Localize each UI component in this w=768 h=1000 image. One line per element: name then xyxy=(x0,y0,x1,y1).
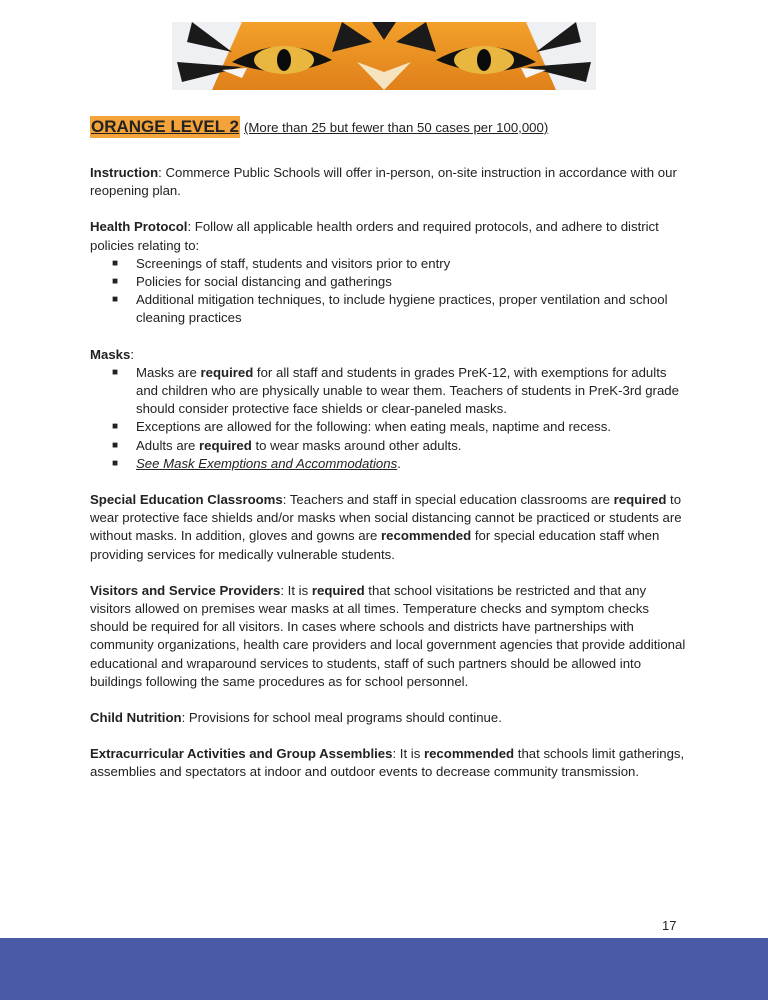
page-number: 17 xyxy=(662,918,677,933)
mask-item-1-emphasis: required xyxy=(200,364,254,380)
masks-list xyxy=(90,364,690,473)
child-nutrition-paragraph xyxy=(90,709,690,727)
list-item-text: Policies for social distancing and gatherings xyxy=(136,274,392,290)
level-badge: ORANGE LEVEL 2 xyxy=(91,117,239,136)
list-item xyxy=(112,455,690,473)
mask-exemptions-link[interactable]: See Mask Exemptions and Accommodations xyxy=(136,455,398,471)
special-education-emphasis-2: recommended xyxy=(381,528,472,544)
special-education-paragraph xyxy=(90,491,690,564)
instruction-text: : Commerce Public Schools will offer in-person, on-site instruction in accordance with our reopening plan. xyxy=(90,165,677,199)
extracurricular-section xyxy=(90,745,690,781)
list-item-text: Additional mitigation techniques, to include hygiene practices, proper ventilation and school cleaning practices xyxy=(136,292,668,326)
instruction-label: Instruction xyxy=(90,165,159,180)
child-nutrition-section xyxy=(90,709,690,727)
bullet-icon: ■ xyxy=(112,421,119,433)
bullet-icon: ■ xyxy=(112,439,119,451)
bullet-icon: ■ xyxy=(112,457,119,469)
mask-item-3-rest: to wear masks around other adults. xyxy=(251,437,462,453)
bullet-icon: ■ xyxy=(112,276,119,288)
special-education-emphasis-1: required xyxy=(613,492,667,508)
level-heading xyxy=(90,116,690,138)
footer-band xyxy=(0,938,768,1000)
instruction-paragraph xyxy=(90,164,690,200)
visitors-paragraph xyxy=(90,582,690,691)
document-body xyxy=(90,116,690,800)
extracurricular-text-1: : It is xyxy=(392,746,424,762)
masks-section xyxy=(90,346,690,473)
list-item xyxy=(112,418,690,436)
special-education-text-2: to wear protective face shields and/or masks when social distancing cannot be practiced or students are without masks. In addition, gloves and gowns are xyxy=(90,492,682,544)
child-nutrition-text: : Provisions for school meal programs should continue. xyxy=(181,710,502,726)
visitors-label: Visitors and Service Providers xyxy=(90,582,281,598)
visitors-section xyxy=(90,582,690,691)
level-case-range: (More than 25 but fewer than 50 cases per 100,000) xyxy=(244,120,549,135)
bullet-icon: ■ xyxy=(112,366,119,378)
masks-colon: : xyxy=(130,346,134,362)
health-protocol-text: : Follow all applicable health orders and required protocols, and adhere to district policies relating to: xyxy=(90,219,659,253)
mask-item-2-text: Exceptions are allowed for the following: when eating meals, naptime and recess. xyxy=(136,419,612,435)
special-education-label: Special Education Classrooms xyxy=(90,492,283,508)
extracurricular-paragraph xyxy=(90,745,690,781)
list-item-text: Screenings of staff, students and visitors prior to entry xyxy=(136,255,451,271)
bullet-icon: ■ xyxy=(112,257,119,269)
visitors-text-1: : It is xyxy=(280,582,312,598)
visitors-emphasis: required xyxy=(311,582,365,598)
mask-item-1-text: Masks are xyxy=(136,364,201,380)
mask-item-3-text: Adults are xyxy=(136,437,200,453)
extracurricular-label: Extracurricular Activities and Group Assemblies xyxy=(90,746,393,762)
health-protocol-paragraph xyxy=(90,218,690,254)
bullet-icon: ■ xyxy=(112,294,119,306)
list-item xyxy=(112,364,690,419)
mask-item-4-period: . xyxy=(397,455,401,471)
instruction-section xyxy=(90,164,690,200)
special-education-text-3: for special education staff when providing services for medically vulnerable students. xyxy=(90,528,660,562)
extracurricular-text-2: that schools limit gatherings, assemblies and spectators at indoor and outdoor events to decrease community transmission. xyxy=(90,746,685,780)
special-education-section xyxy=(90,491,690,564)
special-education-text-1: : Teachers and staff in special education classrooms are xyxy=(282,492,614,508)
list-item xyxy=(112,273,690,291)
masks-label: Masks xyxy=(90,346,131,362)
health-protocol-list xyxy=(90,255,690,328)
tiger-eyes-image xyxy=(172,22,596,90)
list-item xyxy=(112,291,690,327)
tiger-eyes-banner xyxy=(172,22,596,90)
health-protocol-section xyxy=(90,218,690,327)
list-item xyxy=(112,437,690,455)
mask-item-1-rest: for all staff and students in grades PreK-12, with exemptions for adults and children who are physically unable to wear them. Teachers of students in PreK-3rd grade should consider protective face shields or clear-paneled masks. xyxy=(136,364,679,417)
extracurricular-emphasis: recommended xyxy=(423,746,515,762)
child-nutrition-label: Child Nutrition xyxy=(90,710,182,726)
visitors-text-2: that school visitations be restricted and that any visitors allowed on premises wear masks at all times. Temperature checks and symptom checks should be required for all visitors. In cases where schools and districts have partnerships with community organizations, health care providers and local government agencies that provide additional educational and wraparound services to students, staff of such partners should be allowed into buildings following the same procedures as for school personnel. xyxy=(90,582,686,689)
health-protocol-label: Health Protocol xyxy=(90,219,188,235)
mask-item-3-emphasis: required xyxy=(199,437,252,453)
list-item xyxy=(112,255,690,273)
masks-heading xyxy=(90,346,690,364)
